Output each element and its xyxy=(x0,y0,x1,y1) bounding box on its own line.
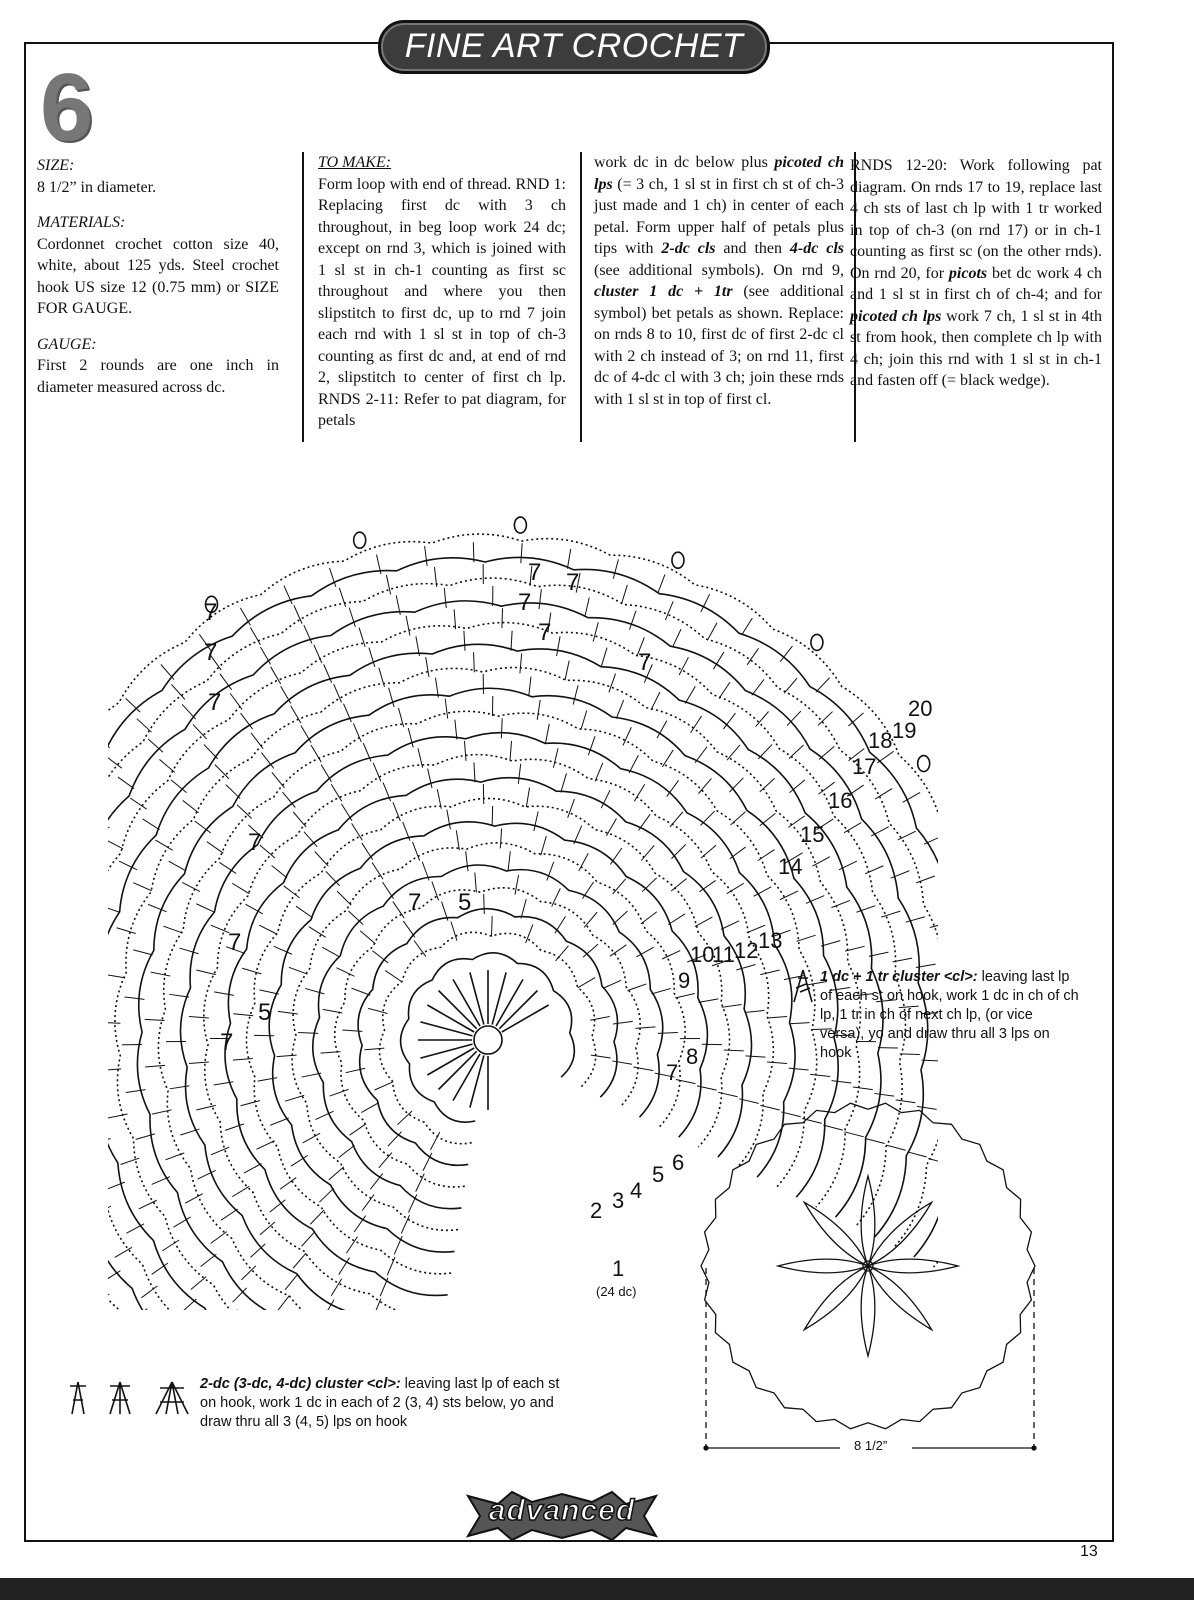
key-cluster-dc-tr xyxy=(790,968,1080,1063)
gauge-heading: GAUGE: xyxy=(37,335,97,353)
series-banner: FINE ART CROCHET xyxy=(378,20,770,74)
round-label-1: 1 xyxy=(612,1256,625,1281)
to-make-text: Form loop with end of thread. RND 1: Replacing first dc with 3 ch throughout, in beg loop work 24 dc; except on rnd 3, which is joined with 1 sl st in ch-1 counting as first sc throughout and where you then slipstitch to first dc, up to rnd 7 join each rnd with 1 sl st in top of ch-3 counting as first dc and, at end of rnd 2, slipstitch to center of first ch lp. RNDS 2-11: Refer to pat diagram, for petals xyxy=(318,175,566,429)
size-heading: SIZE: xyxy=(37,157,75,174)
diagram-mark: 7 xyxy=(204,599,218,626)
round-label-18: 18 xyxy=(868,728,893,753)
round-label-19: 19 xyxy=(892,718,917,743)
diagram-mark: 7 xyxy=(248,829,262,856)
round-label-9: 9 xyxy=(678,968,691,993)
finished-size-diagram xyxy=(700,1098,1050,1458)
round-label-11: 11 xyxy=(712,942,735,967)
petals-text-2: (= 3 ch, 1 sl st in first ch st of ch-3 just made and 1 ch) in center of each petal. Form upper half of petals plus tips with xyxy=(594,175,844,257)
center-caption: (24 dc) xyxy=(596,1284,637,1299)
round-label-3: 3 xyxy=(612,1188,625,1213)
round-label-6: 6 xyxy=(672,1150,685,1175)
round-label-17: 17 xyxy=(852,754,877,779)
diagram-mark: 7 xyxy=(566,569,580,596)
picots-term: picots xyxy=(948,264,988,282)
diagram-mark: 5 xyxy=(458,889,472,916)
round-label-5: 5 xyxy=(652,1162,665,1187)
diagram-mark: 7 xyxy=(204,639,218,666)
round-label-20: 20 xyxy=(908,696,933,721)
difficulty-badge: advanced xyxy=(488,1494,636,1527)
diagram-mark: 7 xyxy=(638,649,652,676)
key2-text: leaving last lp of each st on hook, work 1 dc in each of 2 (3, 4) sts below, yo and draw thru all 3 (4, 5) lps on hook xyxy=(200,1376,560,1430)
size-text: 8 1/2” in diameter. xyxy=(37,178,157,196)
diagram-mark: 7 xyxy=(208,689,222,716)
diagram-mark: 7 xyxy=(220,1029,234,1056)
rnds-text-3: work 7 ch, 1 sl st in 4th st from hook, then complete ch lp with 4 ch; join this rnd with 1 sl st in ch-1 and fasten off (= black wedge). xyxy=(850,307,1103,389)
picoted-ch-lps-term-2: picoted ch lps xyxy=(850,307,942,325)
diagram-mark: 5 xyxy=(258,999,272,1026)
diagram-mark: 7 xyxy=(408,889,422,916)
round-label-16: 16 xyxy=(828,788,853,813)
frame-top-left xyxy=(24,42,382,44)
column-to-make xyxy=(302,152,566,442)
frame-top-right xyxy=(760,42,1112,44)
petals-text-4: (see additional symbols). On rnd 9, xyxy=(594,261,844,279)
materials-heading: MATERIALS: xyxy=(37,214,126,231)
key1-title: 1 dc + 1 tr cluster <cl>: xyxy=(820,969,978,985)
gauge-text: First 2 rounds are one inch in diameter measured across dc. xyxy=(37,357,279,396)
round-label-4: 4 xyxy=(630,1178,643,1203)
pattern-number: 6 xyxy=(40,54,94,161)
cluster-dc-tr-term: cluster 1 dc + 1tr xyxy=(594,283,733,300)
column-rnds-12-20 xyxy=(850,155,1102,392)
rnds-text-1: RNDS 12-20: Work following pat diagram. On rnds 17 to 19, replace last 4 ch sts of last ch lp with 1 tr worked in top of ch-3 (on rnd 17) or in ch-1 counting as first sc (on the other rnds). On rnd 20, for xyxy=(850,157,1102,282)
round-label-12: 12 xyxy=(734,938,759,963)
bottom-bar xyxy=(0,1578,1194,1600)
round-label-14: 14 xyxy=(778,854,803,879)
4dc-cls-term: 4-dc cls xyxy=(789,240,845,257)
size-label: 8 1/2” xyxy=(854,1438,888,1453)
2dc-cls-term: 2-dc cls xyxy=(661,240,716,257)
round-label-7: 7 xyxy=(666,1060,679,1085)
column-size-materials xyxy=(37,155,279,412)
key2-title: 2-dc (3-dc, 4-dc) cluster <cl>: xyxy=(200,1376,401,1392)
key-cluster-2dc xyxy=(60,1375,560,1432)
picoted-ch-lps-term: picoted ch lps xyxy=(594,154,844,193)
round-label-2: 2 xyxy=(590,1198,603,1223)
diagram-mark: 7 xyxy=(538,619,552,646)
diagram-mark: 7 xyxy=(528,559,542,586)
petals-text-5: (see additional symbol) bet petals as shown. Replace: on rnds 8 to 10, first dc of first 2-dc cl with 2 ch instead of 3; on rnd 11, first dc of 4-dc cl with 3 ch; join these rnds with 1 sl st in top of first cl. xyxy=(594,283,844,408)
key1-text: leaving last lp of each st on hook, work 1 dc in ch of ch lp, 1 tr in ch of next ch lp, (or vice versa), yo and draw thru all 3 lps on hook xyxy=(820,969,1079,1061)
round-label-8: 8 xyxy=(686,1044,699,1069)
diagram-mark: 7 xyxy=(518,589,532,616)
petals-text-1: work dc in dc below plus xyxy=(594,154,775,171)
round-label-10: 10 xyxy=(690,942,715,967)
to-make-heading: TO MAKE: xyxy=(318,154,392,171)
page-number: 13 xyxy=(1080,1543,1098,1560)
materials-text: Cordonnet crochet cotton size 40, white, about 125 yds. Steel crochet hook US size 12 (0.75 mm) or SIZE FOR GAUGE. xyxy=(37,235,279,317)
diagram-mark: 7 xyxy=(228,929,242,956)
petals-text-3: and then xyxy=(715,240,790,257)
rnds-text-2: bet dc work 4 ch and 1 sl st in first ch of ch-4; and for xyxy=(850,264,1102,303)
column-petals xyxy=(580,152,856,442)
round-label-13: 13 xyxy=(758,928,783,953)
round-label-15: 15 xyxy=(800,822,825,847)
